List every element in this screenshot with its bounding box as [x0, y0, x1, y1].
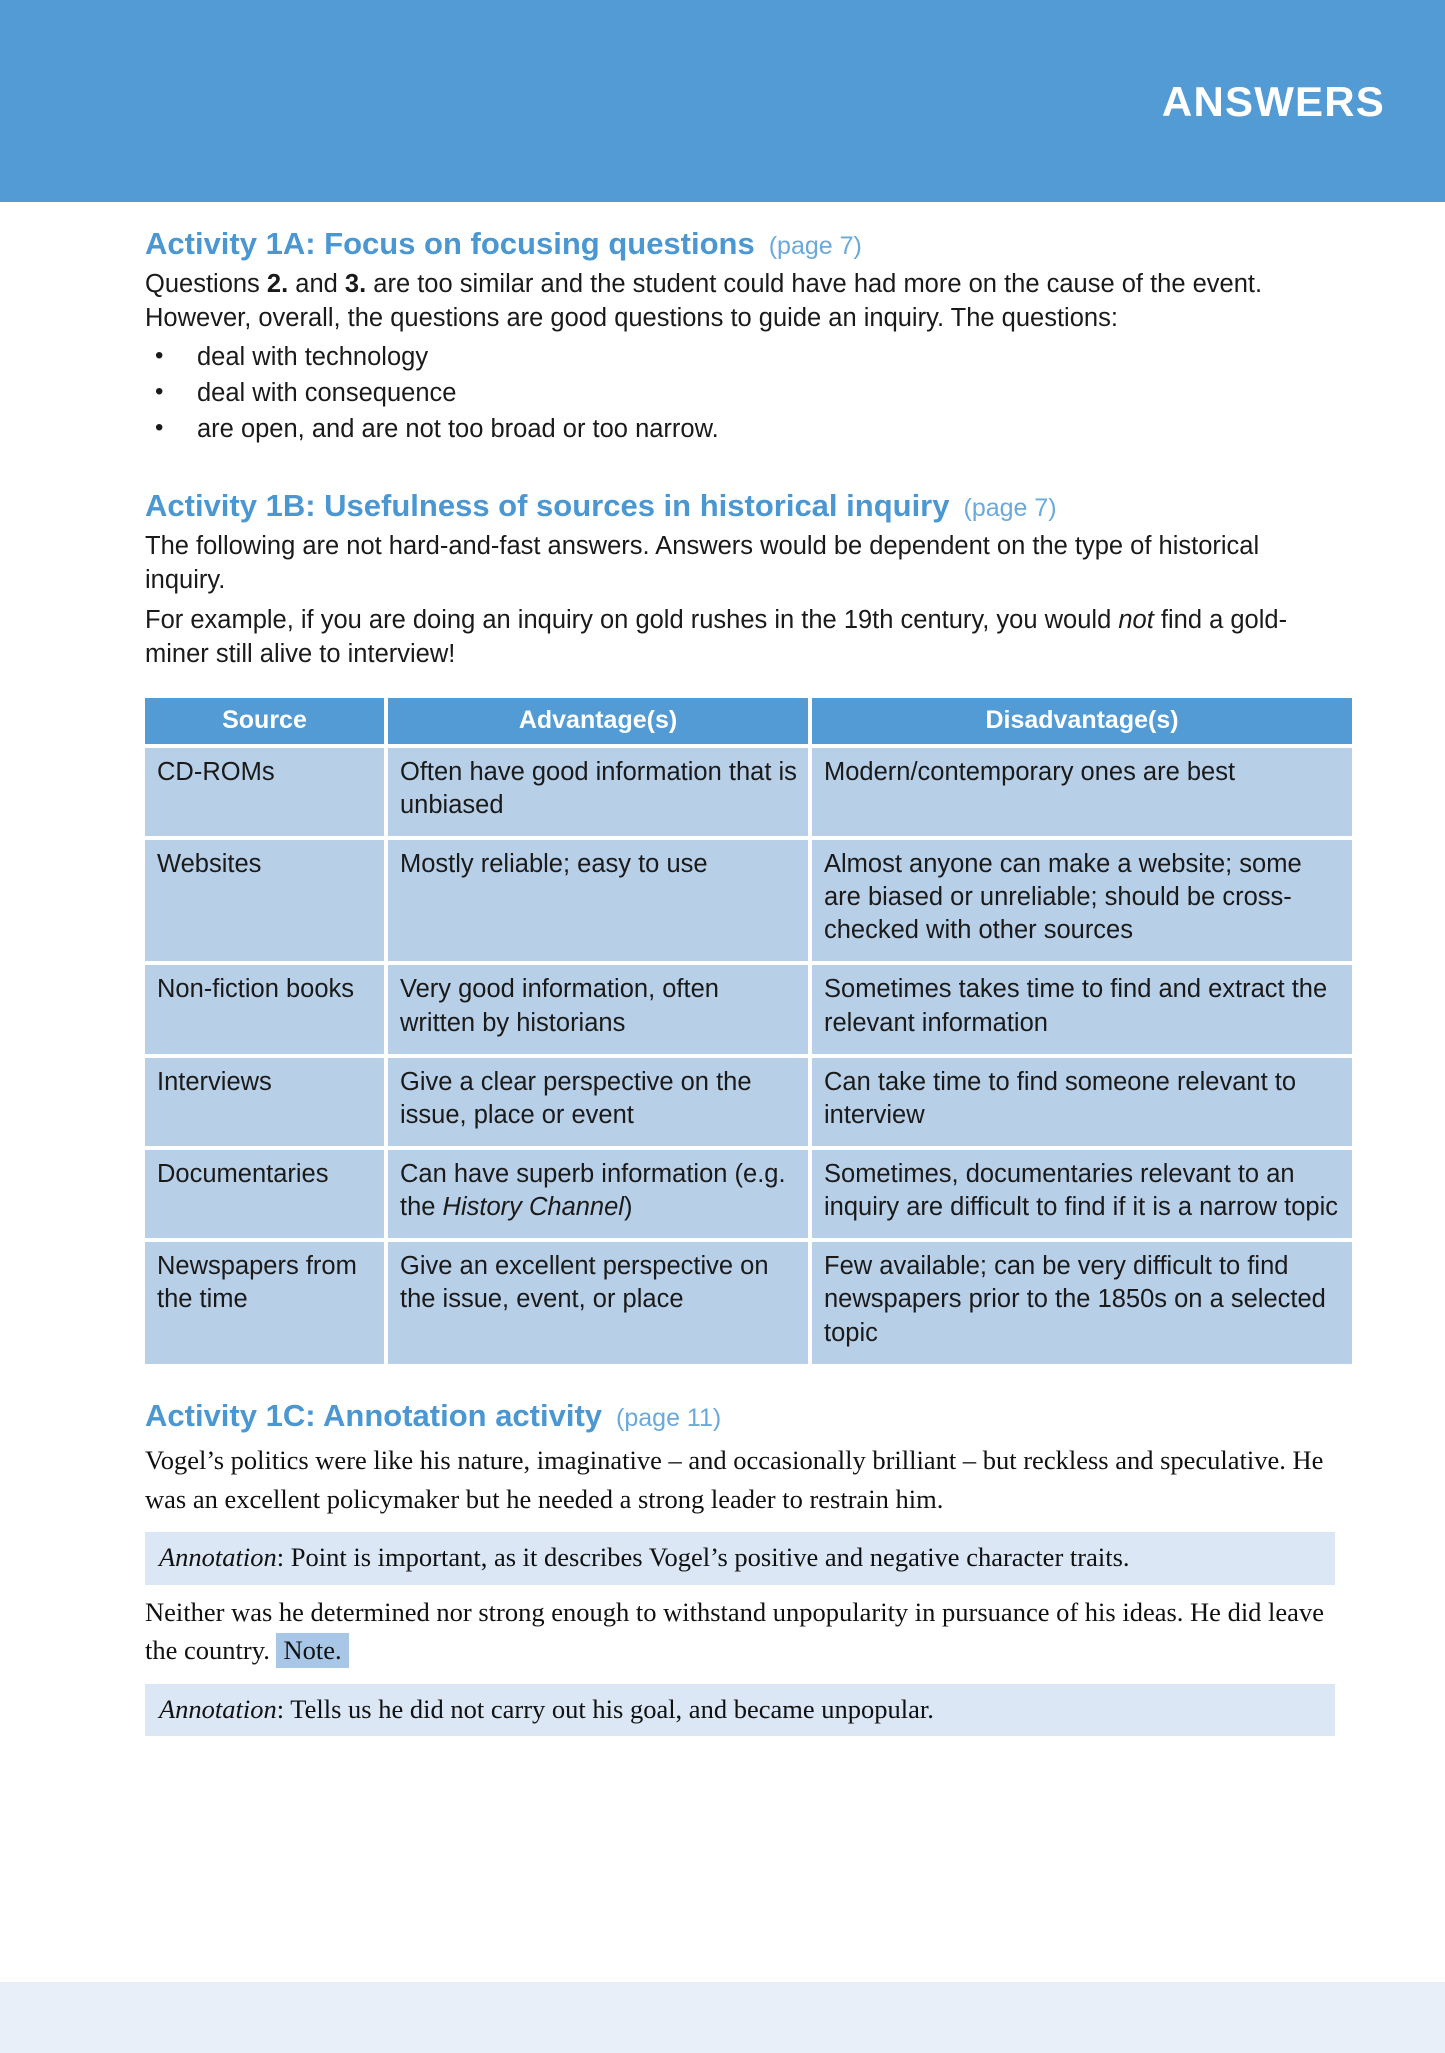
- cell-disadvantage: Sometimes, documentaries relevant to an inquiry are difficult to find if it is a narrow topic: [812, 1150, 1352, 1238]
- table-row: [145, 840, 1352, 961]
- activity-1b-heading-text: Activity 1B: Usefulness of sources in historical inquiry: [145, 488, 950, 524]
- intro-part-1: Questions: [145, 269, 267, 298]
- content-column: [145, 226, 1350, 1736]
- cell-disadvantage: Almost anyone can make a website; some are biased or unreliable; should be cross-checked with other sources: [812, 840, 1352, 961]
- cell-advantage: [388, 1150, 808, 1238]
- table-row: [145, 1150, 1352, 1238]
- activity-1b-pageref: (page 7): [963, 494, 1057, 523]
- annotation-label-1: Annotation: [159, 1542, 277, 1573]
- activity-1c-heading: [145, 1398, 1350, 1434]
- table-row: [145, 1058, 1352, 1146]
- annotation-text-1: : Point is important, as it describes Vogel’s positive and negative character traits.: [276, 1542, 1130, 1573]
- page-body: [0, 202, 1445, 1736]
- intro-bold-1: 2.: [266, 269, 289, 298]
- activity-1b-paragraph-1: The following are not hard-and-fast answers. Answers would be dependent on the type of historical inquiry.: [145, 532, 1260, 594]
- column-header-advantages: Advantage(s): [388, 698, 808, 744]
- passage-2-text: Neither was he determined nor strong enough to withstand unpopularity in pursuance of his ideas. He did leave the country.: [145, 1596, 1324, 1666]
- cell-advantage: Give an excellent perspective on the issue, event, or place: [388, 1242, 808, 1363]
- cell-disadvantage: Sometimes takes time to find and extract the relevant information: [812, 965, 1352, 1053]
- advantage-text-pre: Can have superb information (e.g. the: [400, 1159, 786, 1222]
- cell-source: Documentaries: [145, 1150, 384, 1238]
- activity-1a-bullet-list: [145, 341, 1350, 446]
- intro-bold-2: 3.: [344, 269, 367, 298]
- para-2-part-a: For example, if you are doing an inquiry on gold rushes in the 19th century, you would: [145, 605, 1119, 634]
- list-item: • deal with technology: [145, 341, 1350, 375]
- page-footer-band: [0, 1982, 1445, 2053]
- intro-part-3: are too similar and the student could have had more on the cause of the event. However, overall, the questions are good questions to guide an inquiry. The questions:: [145, 269, 1263, 332]
- cell-source: Websites: [145, 840, 384, 961]
- table-row: [145, 748, 1352, 836]
- table-header-row: [145, 698, 1352, 744]
- cell-disadvantage: Modern/contemporary ones are best: [812, 748, 1352, 836]
- sources-comparison-table: [141, 694, 1356, 1368]
- cell-source: Interviews: [145, 1058, 384, 1146]
- page-header-banner: [0, 0, 1445, 202]
- activity-1a-heading-text: Activity 1A: Focus on focusing questions: [145, 226, 755, 261]
- advantage-text-post: ): [623, 1193, 633, 1222]
- list-item: • are open, and are not too broad or too narrow.: [145, 413, 1350, 447]
- column-header-source: Source: [145, 698, 384, 744]
- annotation-label-2: Annotation: [159, 1693, 277, 1724]
- activity-1a-heading: [145, 226, 1350, 262]
- cell-source: Newspapers from the time: [145, 1242, 384, 1363]
- cell-advantage: Mostly reliable; easy to use: [388, 840, 808, 961]
- cell-source: CD-ROMs: [145, 748, 384, 836]
- page-title: ANSWERS: [1161, 78, 1385, 125]
- activity-1a-intro-paragraph: [145, 268, 1323, 336]
- cell-source: Non-fiction books: [145, 965, 384, 1053]
- activity-1c-heading-text: Activity 1C: Annotation activity: [145, 1397, 603, 1433]
- list-item: • deal with consequence: [145, 377, 1350, 411]
- cell-advantage: Very good information, often written by historians: [388, 965, 808, 1053]
- cell-disadvantage: Few available; can be very difficult to find newspapers prior to the 1850s on a selected topic: [812, 1242, 1352, 1363]
- activity-1a-pageref: (page 7): [768, 232, 862, 260]
- activity-1c-passage-1: Vogel’s politics were like his nature, imaginative – and occasionally brilliant – but reckless and speculative. He was an excellent policymaker but he needed a strong leader to restrain him.: [145, 1445, 1324, 1514]
- table-row: [145, 965, 1352, 1053]
- activity-1c-pageref: (page 11): [616, 1403, 722, 1432]
- intro-part-2: and: [288, 269, 345, 298]
- para-2-italic: not: [1118, 605, 1154, 634]
- annotation-band-2: [145, 1684, 1335, 1737]
- column-header-disadvantages: Disadvantage(s): [812, 698, 1352, 744]
- activity-1b-paragraph-2: [145, 604, 1323, 672]
- activity-1c-passage-2: [145, 1593, 1335, 1670]
- table-row: [145, 1242, 1352, 1363]
- annotation-band-1: [145, 1532, 1335, 1585]
- cell-disadvantage: Can take time to find someone relevant to interview: [812, 1058, 1352, 1146]
- activity-1b-heading: [145, 488, 1350, 524]
- advantage-text-italic: History Channel: [442, 1193, 624, 1222]
- para-2-part-b: find a gold-miner still alive to interview!: [145, 605, 1288, 668]
- note-highlight: Note.: [276, 1633, 348, 1668]
- cell-advantage: Often have good information that is unbiased: [388, 748, 808, 836]
- annotation-text-2: : Tells us he did not carry out his goal, and became unpopular.: [276, 1693, 934, 1724]
- cell-advantage: Give a clear perspective on the issue, place or event: [388, 1058, 808, 1146]
